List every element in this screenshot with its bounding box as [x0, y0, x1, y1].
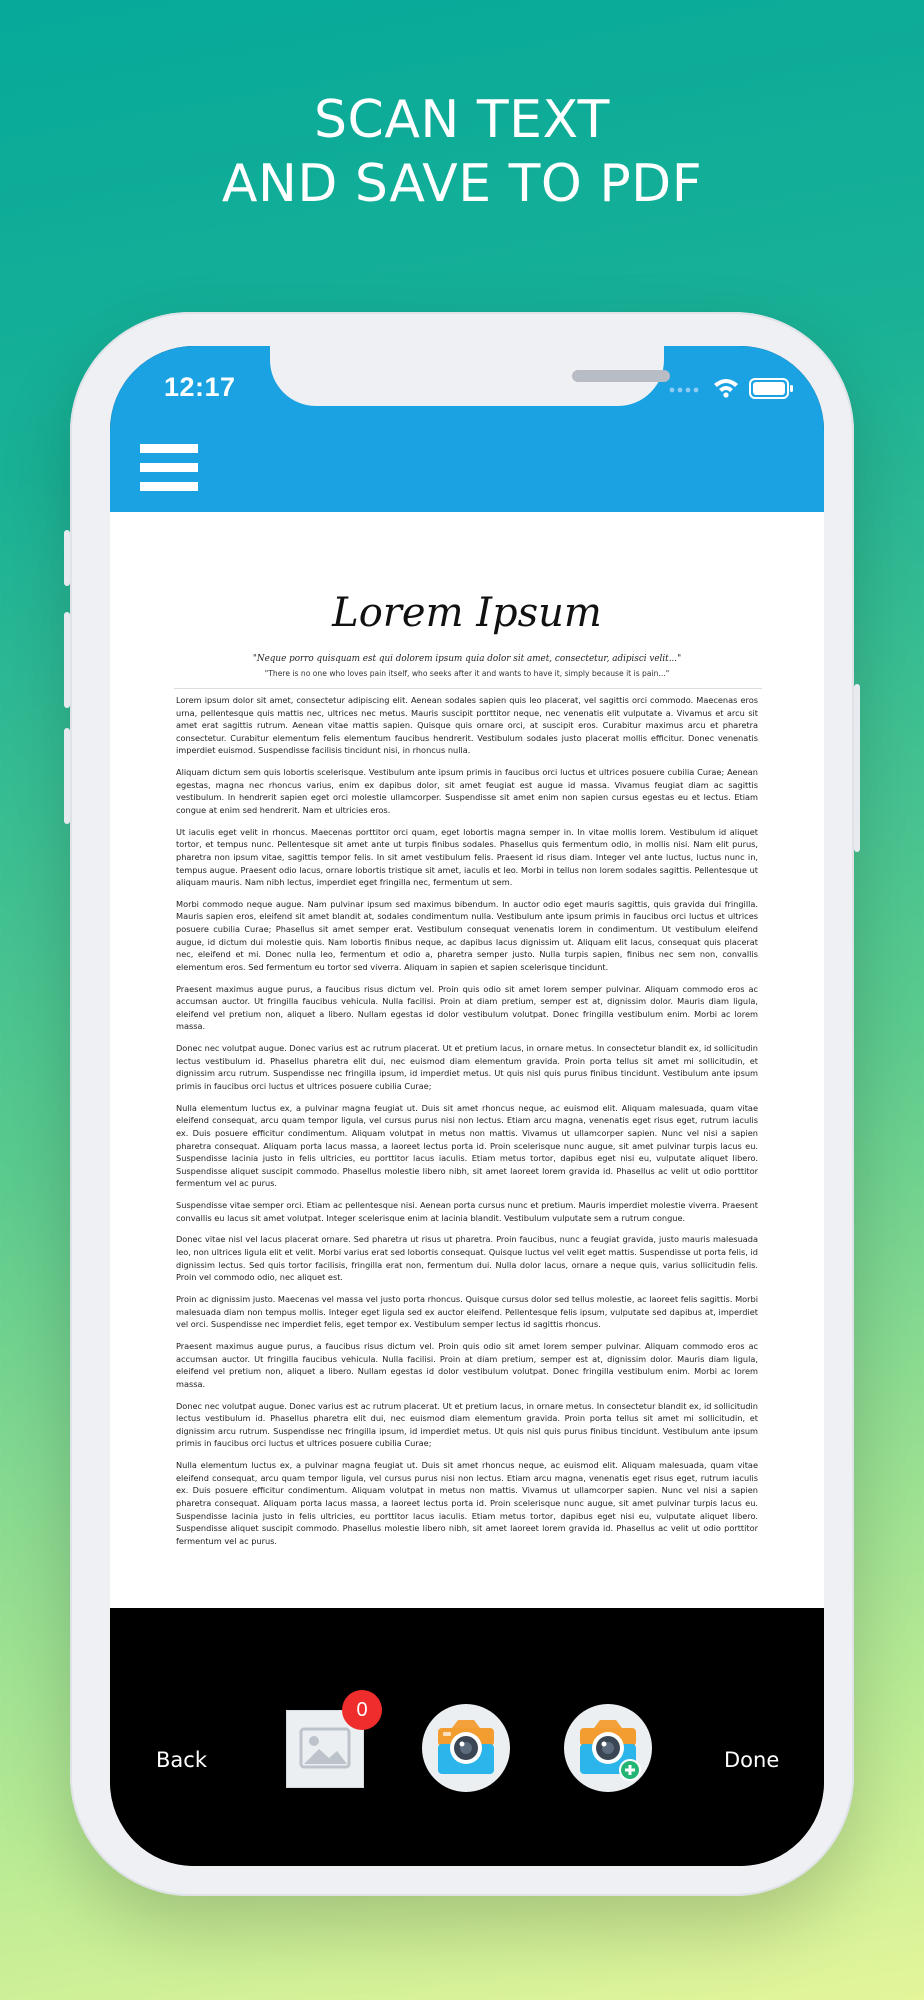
signal-icon: [670, 388, 699, 393]
camera-add-button[interactable]: [564, 1704, 652, 1792]
phone-silent-switch: [64, 530, 70, 586]
document-paragraph: Donec nec volutpat augue. Donec varius est ac rutrum placerat. Ut et pretium lacus, in ornare metus. In consectetur blandit ex, id sollicitudin lectus vestibulum id. Phasellus pharetra elit dui, nec euismod diam elementum gravida. Proin porta tellus sit amet mi sollicitudin, et dignissim arcu rutrum. Suspendisse nec fringilla ipsum, id imperdiet metus. Ut quis nisl quis purus finibus tincidunt. Vestibulum ante ipsum primis in faucibus orci luctus et ultrices posuere cubilia Curae;: [176, 1043, 758, 1091]
document-title: Lorem Ipsum: [332, 590, 602, 636]
menu-icon-line: [140, 482, 198, 491]
document-quote-translation: "There is no one who loves pain itself, who seeks after it and wants to have it, simply because it is pain...": [264, 669, 670, 678]
phone-power-button: [854, 684, 860, 852]
scanned-document: [110, 512, 824, 1608]
headline-line-2: AND SAVE TO PDF: [221, 154, 703, 214]
document-paragraph: Proin ac dignissim justo. Maecenas vel massa vel justo porta rhoncus. Quisque cursus dolor sed tellus molestie, ac laoreet felis sagittis. Morbi malesuada diam non tempus mollis. Integer eget ligula sed ex auctor eleifend. Pellentesque felis ipsum, vulputate sed dapibus at, imperdiet vel orci. Suspendisse nec imperdiet felis, eget tempor ex. Vestibulum semper lectus id sagittis rhoncus.: [176, 1294, 758, 1330]
document-paragraph: Suspendisse vitae semper orci. Etiam ac pellentesque nisi. Aenean porta cursus nunc et pretium. Mauris imperdiet molestie viverra. Praesent convallis eu lacus sit amet volutpat. Integer scelerisque enim at lacinia blandit. Vestibulum vulputate sem a rutrum congue.: [176, 1200, 758, 1223]
document-paragraph: Lorem ipsum dolor sit amet, consectetur adipiscing elit. Aenean sodales sapien quis leo placerat, vel sagittis orci commodo. Maecenas eros urna, pellentesque quis mattis nec, ultrices nec metus. Mauris suscipit porttitor neque, nec venenatis elit vulputate a. Vivamus et arcu sit amet erat sagittis rutrum. Aenean vitae mattis sapien. Quisque quis ornare orci, at suscipit eros. Curabitur maximus arcu et pharetra consectetur. Curabitur elementum felis elementum faucibus hendrerit. Vestibulum sodales justo placerat mollis efficitur. Donec venenatis imperdiet euismod. Suspendisse facilisis tincidunt nisi, in rhoncus nulla.: [176, 695, 758, 756]
done-button[interactable]: Done: [724, 1748, 780, 1772]
phone-notch: [270, 346, 664, 406]
document-paragraph: Aliquam dictum sem quis lobortis scelerisque. Vestibulum ante ipsum primis in faucibus orci luctus et ultrices posuere cubilia Curae; Aenean egestas, magna nec rhoncus varius, enim ex dapibus dolor, sit amet feugiat est augue id massa. Vivamus feugiat diam ac sagittis vestibulum. In hendrerit sapien eget orci molestie ullamcorper. Suspendisse sit amet enim non sapien cursus egestas eu et lectus. Etiam congue at enim sed hendrerit. Nam et ultricies eros.: [176, 767, 758, 815]
document-body: [176, 694, 758, 1556]
camera-icon: [422, 1704, 510, 1792]
document-paragraph: Donec vitae nisl vel lacus placerat ornare. Sed pharetra ut risus ut pharetra. Proin faucibus, nunc a feugiat gravida, justo mauris malesuada leo, non ultrices ligula elit et velit. Morbi varius erat sed lobortis consequat. Quisque luctus vel velit eget mattis. Suspendisse ut porta felis, id dignissim lectus. Sed quis tortor facilisis, fringilla erat non, fermentum dui. Nulla dolor lacus, ornare a neque quis, varius sollicitudin felis. Proin vel commodo odio, nec aliquet est.: [176, 1234, 758, 1283]
camera-add-icon: [564, 1704, 652, 1792]
headline: [0, 88, 924, 216]
phone-volume-down-button: [64, 728, 70, 824]
menu-icon-line: [140, 463, 198, 472]
gallery-count-badge: 0: [342, 1690, 382, 1730]
document-paragraph: Donec nec volutpat augue. Donec varius est ac rutrum placerat. Ut et pretium lacus, in ornare metus. In consectetur blandit ex, id sollicitudin lectus vestibulum id. Phasellus pharetra elit dui, nec euismod diam elementum gravida. Proin porta tellus sit amet mi sollicitudin, et dignissim arcu rutrum. Suspendisse nec fringilla ipsum, id imperdiet metus. Ut quis nisl quis purus finibus tincidunt. Vestibulum ante ipsum primis in faucibus orci luctus et ultrices posuere cubilia Curae;: [176, 1400, 758, 1449]
document-divider: [174, 688, 762, 689]
phone-frame: [70, 312, 854, 1896]
bottom-toolbar: [110, 1608, 824, 1866]
phone-volume-up-button: [64, 612, 70, 708]
status-icons: [666, 376, 796, 400]
battery-icon: [750, 379, 793, 398]
document-paragraph: Praesent maximus augue purus, a faucibus risus dictum vel. Proin quis odio sit amet lorem semper pulvinar. Aliquam commodo eros ac accumsan auctor. Ut fringilla faucibus vehicula. Nulla facilisi. Proin at diam pretium, semper est at, dignissim dolor. Mauris diam ligula, eleifend vel pretium non, aliquet a libero. Nullam egestas id dolor vestibulum volutpat. Donec fringilla vestibulum enim. Morbi ac lorem massa.: [176, 1341, 758, 1389]
wifi-icon: [714, 379, 738, 398]
headline-line-1: SCAN TEXT: [314, 90, 610, 150]
status-time: 12:17: [164, 372, 236, 402]
phone-screen: [110, 346, 824, 1866]
menu-icon-line: [140, 444, 198, 453]
document-quote: "Neque porro quisquam est qui dolorem ipsum quia dolor sit amet, consectetur, adipisci velit...": [252, 654, 682, 664]
document-paragraph: Morbi commodo neque augue. Nam pulvinar ipsum sed maximus bibendum. In auctor odio eget mauris sagittis, quis gravida dui fringilla. Mauris sapien eros, eleifend sit amet blandit at, sodales condimentum nulla. Vestibulum ante ipsum primis in faucibus orci luctus et ultrices posuere cubilia Curae; Phasellus sit amet semper erat. Vestibulum consequat venenatis lorem in condimentum. Ut vestibulum eleifend augue, id dictum dui molestie quis. Nam lobortis finibus neque, ac dapibus lacus dignissim ut. Aliquam elit lacus, consequat quis placerat nec, eleifend et mi. Donec nulla leo, fermentum et odio a, pharetra semper justo. Nulla turpis sapien, finibus nec sem non, convallis elementum eros. Sed fermentum eu tortor sed viverra. Aliquam in sapien et sapien scelerisque tincidunt.: [176, 898, 758, 972]
document-paragraph: Praesent maximus augue purus, a faucibus risus dictum vel. Proin quis odio sit amet lorem semper pulvinar. Aliquam commodo eros ac accumsan auctor. Ut fringilla faucibus vehicula. Nulla facilisi. Proin at diam pretium, semper est at, dignissim dolor. Mauris diam ligula, eleifend vel pretium non, aliquet a libero. Nullam egestas id dolor vestibulum volutpat. Donec fringilla vestibulum enim. Morbi ac lorem massa.: [176, 983, 758, 1032]
document-paragraph: Nulla elementum luctus ex, a pulvinar magna feugiat ut. Duis sit amet rhoncus neque, ac euismod elit. Aliquam malesuada, quam vitae eleifend consequat, arcu quam tempor ligula, vel cursus purus nisi non lectus. Etiam arcu magna, venenatis eget risus eget, rutrum iaculis ex. Duis posuere efficitur condimentum. Aliquam volutpat in metus non mattis. Vivamus ut ullamcorper sapien. Nunc vel nisi a sapien pharetra consequat. Aliquam porta lacus massa, a laoreet lectus porta id. Proin scelerisque nunc augue, sit amet pulvinar turpis lacus eu. Suspendisse lacinia justo in felis ultricies, eu porttitor lacus iaculis. Etiam metus tortor, dapibus eget nisi eu, vulputate aliquet libero. Suspendisse aliquet suscipit commodo. Phasellus molestie libero nibh, sit amet laoreet lorem gravida id. Phasellus ac velit ut odio porttitor fermentum vel ac purus.: [176, 1460, 758, 1546]
document-paragraph: Ut iaculis eget velit in rhoncus. Maecenas porttitor orci quam, eget lobortis magna semper in. In vitae mollis lorem. Vestibulum id aliquet tortor, et tempus nunc. Pellentesque sit amet ante ut turpis finibus sodales. Phasellus quis fermentum odio, in mollis nisi. Nam elit purus, pharetra non ipsum vitae, sagittis tempor felis. In sit amet vestibulum felis. Praesent id risus diam. Integer vel ante luctus, luctus nunc in, tempus augue. Praesent odio lacus, ornare lobortis tristique sit amet, iaculis et leo. Morbi in tellus non lorem sodales sagittis. Pellentesque ut aliquam mauris. Nam nibh lectus, imperdiet eget fringilla nec, fermentum ut sem.: [176, 826, 758, 888]
document-paragraph: Nulla elementum luctus ex, a pulvinar magna feugiat ut. Duis sit amet rhoncus neque, ac euismod elit. Aliquam malesuada, quam vitae eleifend consequat, arcu quam tempor ligula, vel cursus purus nisi non lectus. Etiam arcu magna, venenatis eget risus eget, rutrum iaculis ex. Duis posuere efficitur condimentum. Aliquam volutpat in metus non mattis. Vivamus ut ullamcorper sapien. Nunc vel nisi a sapien pharetra consequat. Aliquam porta lacus massa, a laoreet lectus porta id. Proin scelerisque nunc augue, sit amet pulvinar turpis lacus eu. Suspendisse lacinia justo in felis ultricies, eu porttitor lacus iaculis. Etiam metus tortor, dapibus eget nisi eu, vulputate aliquet libero. Suspendisse aliquet suscipit commodo. Phasellus molestie libero nibh, sit amet laoreet lorem gravida id. Phasellus ac velit ut odio porttitor fermentum vel ac purus.: [176, 1102, 758, 1189]
back-button[interactable]: Back: [156, 1748, 207, 1772]
menu-button[interactable]: [140, 444, 198, 492]
camera-button[interactable]: [422, 1704, 510, 1792]
speaker-grille: [572, 370, 670, 382]
